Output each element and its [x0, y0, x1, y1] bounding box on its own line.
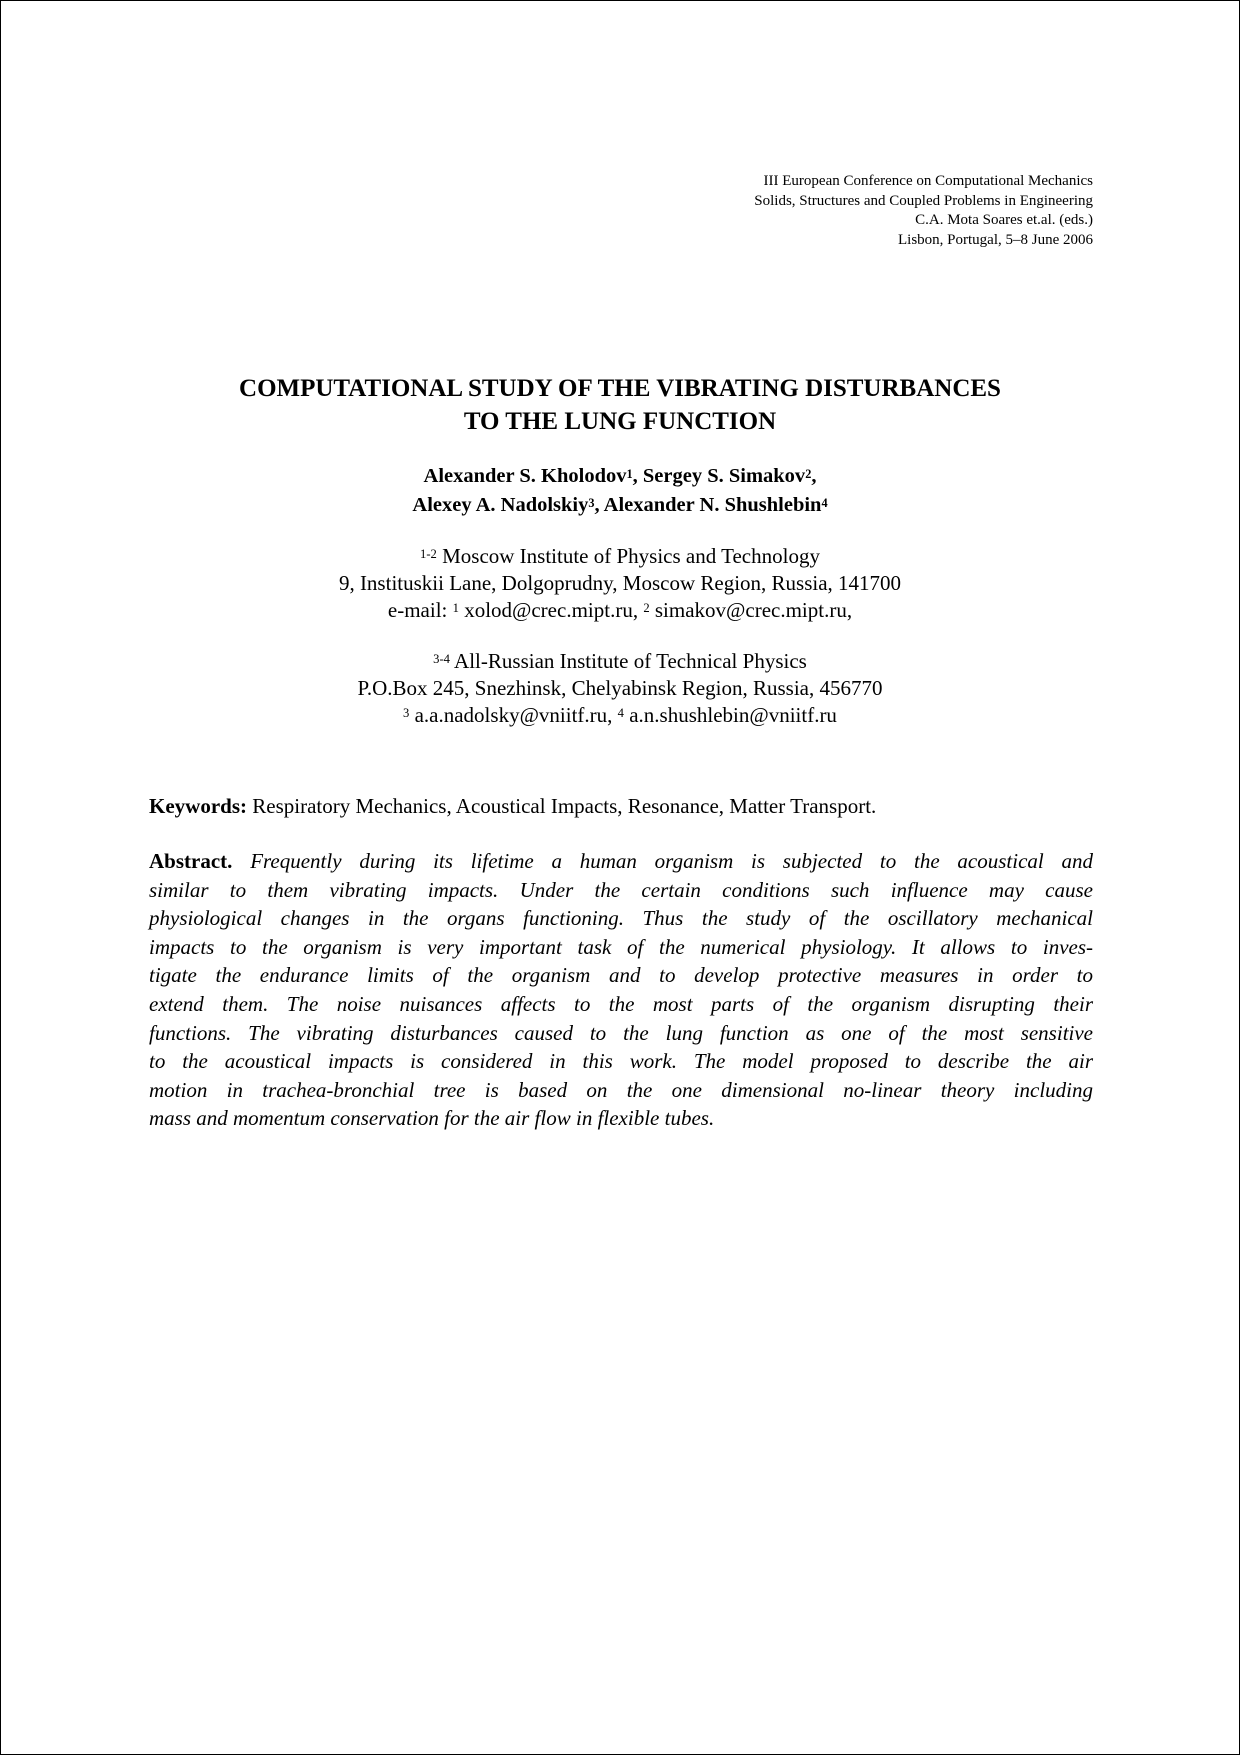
author-name: Alexey A. Nadolskiy	[412, 494, 589, 516]
conference-header	[754, 172, 1093, 250]
affiliation-2	[0, 648, 1240, 729]
title-line-2: TO THE LUNG FUNCTION	[463, 408, 777, 435]
title-line-1: COMPUTATIONAL STUDY OF THE VIBRATING DISTURBANCES	[239, 375, 1001, 402]
abstract-text: motion in trachea-bronchial tree is based on the one dimensional no-linear theory including	[149, 1077, 1093, 1102]
authors-line-1	[0, 462, 1240, 491]
keywords-label: Keywords:	[149, 794, 247, 818]
authors-line-2	[0, 491, 1240, 520]
abstract-line	[149, 1047, 1093, 1076]
affiliation-sup: 1-2	[420, 547, 437, 561]
abstract-text: impacts to the organism is very important task of the numerical physiology. It allows to inves-	[149, 934, 1093, 959]
affiliation-address: 9, Instituskii Lane, Dolgoprudny, Moscow Region, Russia, 141700	[338, 571, 902, 595]
abstract-line	[149, 904, 1093, 933]
affiliation-sup: 3-4	[433, 652, 450, 666]
author-sup: 1	[626, 467, 633, 481]
abstract-text: tigate the endurance limits of the organism and to develop protective measures in order to	[149, 963, 1093, 988]
author-separator: ,	[632, 465, 643, 487]
conference-location-date: Lisbon, Portugal, 5–8 June 2006	[898, 231, 1093, 248]
abstract-text: mass and momentum conservation for the air flow in flexible tubes.	[149, 1106, 715, 1131]
email-prefix: e-mail:	[387, 598, 453, 622]
paper-title	[0, 372, 1240, 438]
abstract-text: functions. The vibrating disturbances caused to the lung function as one of the most sensitive	[149, 1020, 1093, 1045]
abstract-line	[149, 876, 1093, 905]
email-sup: 1	[452, 601, 459, 615]
abstract-line	[149, 1019, 1093, 1048]
conference-editors: C.A. Mota Soares et.al. (eds.)	[915, 212, 1093, 228]
keywords	[149, 792, 876, 820]
author-name: Sergey S. Simakov	[642, 465, 806, 487]
author-separator: ,	[594, 494, 604, 516]
author-sup: 2	[805, 467, 812, 481]
abstract-text: extend them. The noise nuisances affects to the most parts of the organism disrupting their	[149, 991, 1093, 1016]
email-link[interactable]: simakov@crec.mipt.ru,	[649, 598, 853, 622]
abstract-text: to the acoustical impacts is considered in this work. The model proposed to describe the air	[149, 1049, 1093, 1074]
abstract-line	[149, 1104, 1093, 1133]
author-list	[0, 462, 1240, 520]
affiliation-address: P.O.Box 245, Snezhinsk, Chelyabinsk Region, Russia, 456770	[357, 676, 883, 700]
affiliation-emails	[0, 702, 1240, 729]
abstract-line	[149, 933, 1093, 962]
affiliation-name: Moscow Institute of Physics and Technology	[436, 544, 820, 568]
email-sup: 2	[643, 601, 650, 615]
email-sup: 4	[617, 706, 624, 720]
abstract-line	[149, 990, 1093, 1019]
abstract-line	[149, 847, 1093, 876]
abstract-line	[149, 1076, 1093, 1105]
author-separator: ,	[811, 465, 817, 487]
affiliation-1	[0, 543, 1240, 624]
conference-name: III European Conference on Computational Mechanics	[763, 173, 1093, 189]
abstract-text: Frequently during its lifetime a human organism is subjected to the acoustical and	[250, 849, 1094, 873]
abstract-text: physiological changes in the organs functioning. Thus the study of the oscillatory mechanical	[149, 906, 1093, 931]
conference-subtitle: Solids, Structures and Coupled Problems in Engineering	[754, 192, 1093, 209]
email-link[interactable]: a.n.shushlebin@vniitf.ru	[623, 703, 837, 727]
abstract-text: similar to them vibrating impacts. Under the certain conditions such influence may cause	[149, 877, 1093, 902]
author-name: Alexander S. Kholodov	[423, 465, 627, 487]
abstract-label: Abstract.	[149, 849, 233, 873]
author-sup: 4	[821, 496, 828, 510]
email-link[interactable]: xolod@crec.mipt.ru,	[458, 598, 644, 622]
affiliation-name: All-Russian Institute of Technical Physics	[449, 649, 807, 673]
abstract-line	[149, 961, 1093, 990]
email-link[interactable]: a.a.nadolsky@vniitf.ru,	[409, 703, 618, 727]
abstract	[149, 847, 1093, 1133]
email-sup: 3	[403, 706, 410, 720]
author-name: Alexander N. Shushlebin	[603, 494, 822, 516]
affiliation-emails	[0, 597, 1240, 624]
keywords-text: Respiratory Mechanics, Acoustical Impacts, Resonance, Matter Transport.	[247, 794, 877, 818]
author-sup: 3	[588, 496, 595, 510]
